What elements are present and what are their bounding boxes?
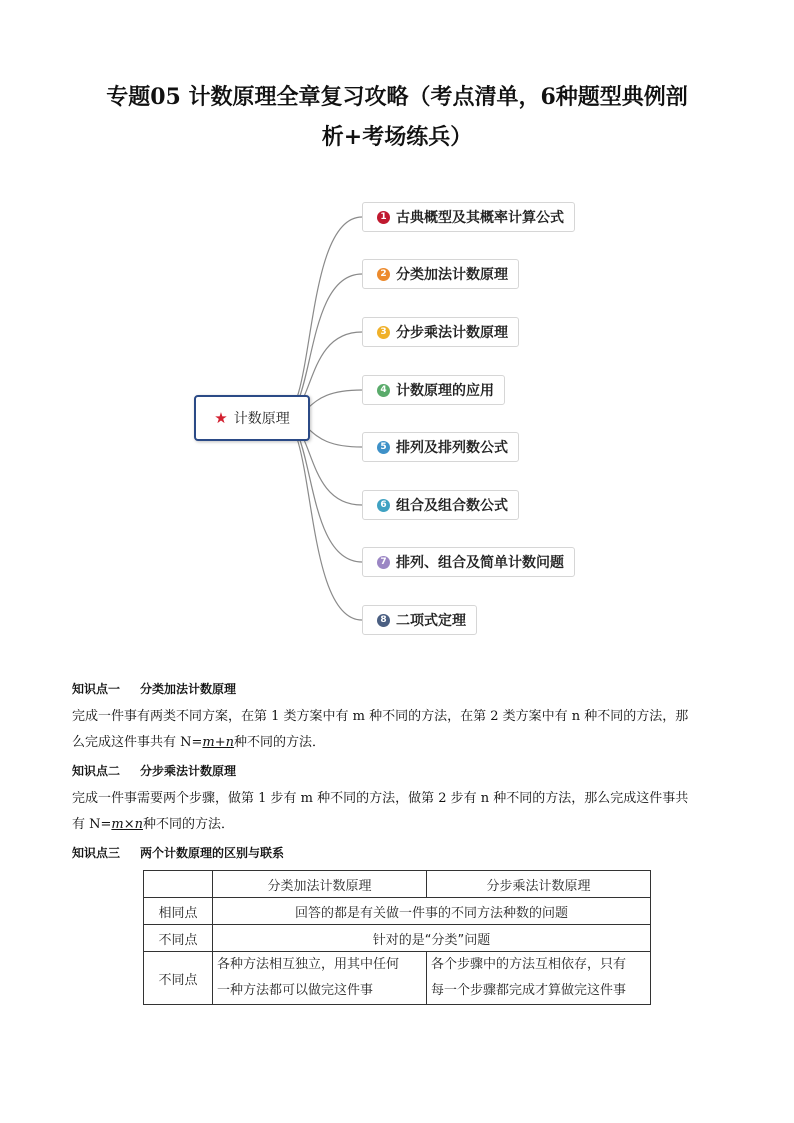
k1-formula: m+n	[202, 735, 234, 750]
mindmap-center-node	[194, 395, 310, 441]
mindmap-node-7	[362, 547, 575, 577]
mindmap-node-label: 计数原理的应用	[396, 383, 494, 399]
knowledge-point-1-label: 知识点一	[72, 682, 121, 696]
same-label: 相同点	[144, 898, 213, 925]
diff-label-2: 不同点	[144, 952, 213, 1005]
number-2-icon: 2	[377, 268, 390, 281]
mindmap-node-1	[362, 202, 575, 232]
diff-addition-line-2: 一种方法都可以做完这件事	[217, 983, 374, 998]
mindmap-center-label: 计数原理	[233, 411, 290, 427]
comparison-table	[143, 870, 651, 1005]
k1-text-pre: 么完成这件事共有 N=	[72, 735, 203, 750]
diff-multiplication-line-1: 各个步骤中的方法互相依存，只有	[431, 957, 627, 972]
table-header-addition: 分类加法计数原理	[213, 871, 427, 898]
mindmap-node-label: 排列及排列数公式	[396, 440, 508, 456]
table-row	[144, 925, 651, 952]
table-header-row	[144, 871, 651, 898]
mindmap-node-label: 分步乘法计数原理	[396, 325, 508, 341]
number-8-icon: 8	[377, 614, 390, 627]
mindmap-node-6	[362, 490, 519, 520]
knowledge-point-2-heading	[72, 762, 236, 780]
number-3-icon: 3	[377, 326, 390, 339]
document-title-line-1: 专题05 计数原理全章复习攻略（考点清单，6种题型典例剖	[106, 84, 688, 110]
number-4-icon: 4	[377, 384, 390, 397]
mindmap-node-3	[362, 317, 519, 347]
knowledge-point-1-title: 分类加法计数原理	[140, 682, 237, 696]
mindmap-node-5	[362, 432, 519, 462]
mindmap-node-label: 古典概型及其概率计算公式	[396, 210, 564, 226]
knowledge-point-2-text-line-2	[72, 813, 732, 836]
same-text: 回答的都是有关做一件事的不同方法种数的问题	[213, 898, 651, 925]
number-1-icon: 1	[377, 211, 390, 224]
connector-line-8	[281, 418, 362, 620]
knowledge-point-2-title: 分步乘法计数原理	[140, 764, 237, 778]
knowledge-point-1-text-line-2	[72, 731, 732, 754]
table-header-multiplication: 分步乘法计数原理	[427, 871, 651, 898]
mindmap-node-8	[362, 605, 477, 635]
k2-text-post: 种不同的方法．	[143, 817, 235, 832]
diff-multiplication-cell	[427, 952, 651, 1005]
k2-text-pre: 有 N=	[72, 817, 112, 832]
mindmap-node-label: 排列、组合及简单计数问题	[396, 555, 564, 571]
number-6-icon: 6	[377, 499, 390, 512]
mindmap-node-label: 组合及组合数公式	[396, 498, 508, 514]
connector-line-1	[281, 217, 362, 418]
mindmap-node-label: 二项式定理	[396, 613, 466, 629]
mindmap-node-label: 分类加法计数原理	[396, 267, 508, 283]
diff-addition-line-1: 各种方法相互独立，用其中任何	[217, 957, 400, 972]
knowledge-point-3-title: 两个计数原理的区别与联系	[140, 846, 285, 860]
document-title-line-2: 析+考场练兵）	[321, 124, 473, 150]
number-7-icon: 7	[377, 556, 390, 569]
knowledge-point-3-heading	[72, 844, 284, 862]
mindmap-node-4	[362, 375, 505, 405]
table-row	[144, 952, 651, 1005]
mindmap-node-2	[362, 259, 519, 289]
diff-multiplication-line-2: 每一个步骤都完成才算做完这件事	[431, 983, 627, 998]
k1-text-post: 种不同的方法．	[234, 735, 326, 750]
k2-formula: m×n	[111, 817, 143, 832]
diff-addition-cell	[213, 952, 427, 1005]
knowledge-point-3-label: 知识点三	[72, 846, 121, 860]
knowledge-point-1-text-line-1: 完成一件事有两类不同方案，在第 1 类方案中有 m 种不同的方法，在第 2 类方案中有 n 种不同的方法，那	[72, 709, 689, 724]
diff-label-1: 不同点	[144, 925, 213, 952]
star-icon: ★	[214, 409, 228, 427]
number-5-icon: 5	[377, 441, 390, 454]
knowledge-point-1-heading	[72, 680, 236, 698]
knowledge-point-2-text-line-1: 完成一件事需要两个步骤，做第 1 步有 m 种不同的方法，做第 2 步有 n 种不同的方法，那么完成这件事共	[72, 791, 689, 806]
table-header-blank	[144, 871, 213, 898]
knowledge-point-2-label: 知识点二	[72, 764, 121, 778]
diff-text-1: 针对的是“分类”问题	[213, 925, 651, 952]
table-row	[144, 898, 651, 925]
